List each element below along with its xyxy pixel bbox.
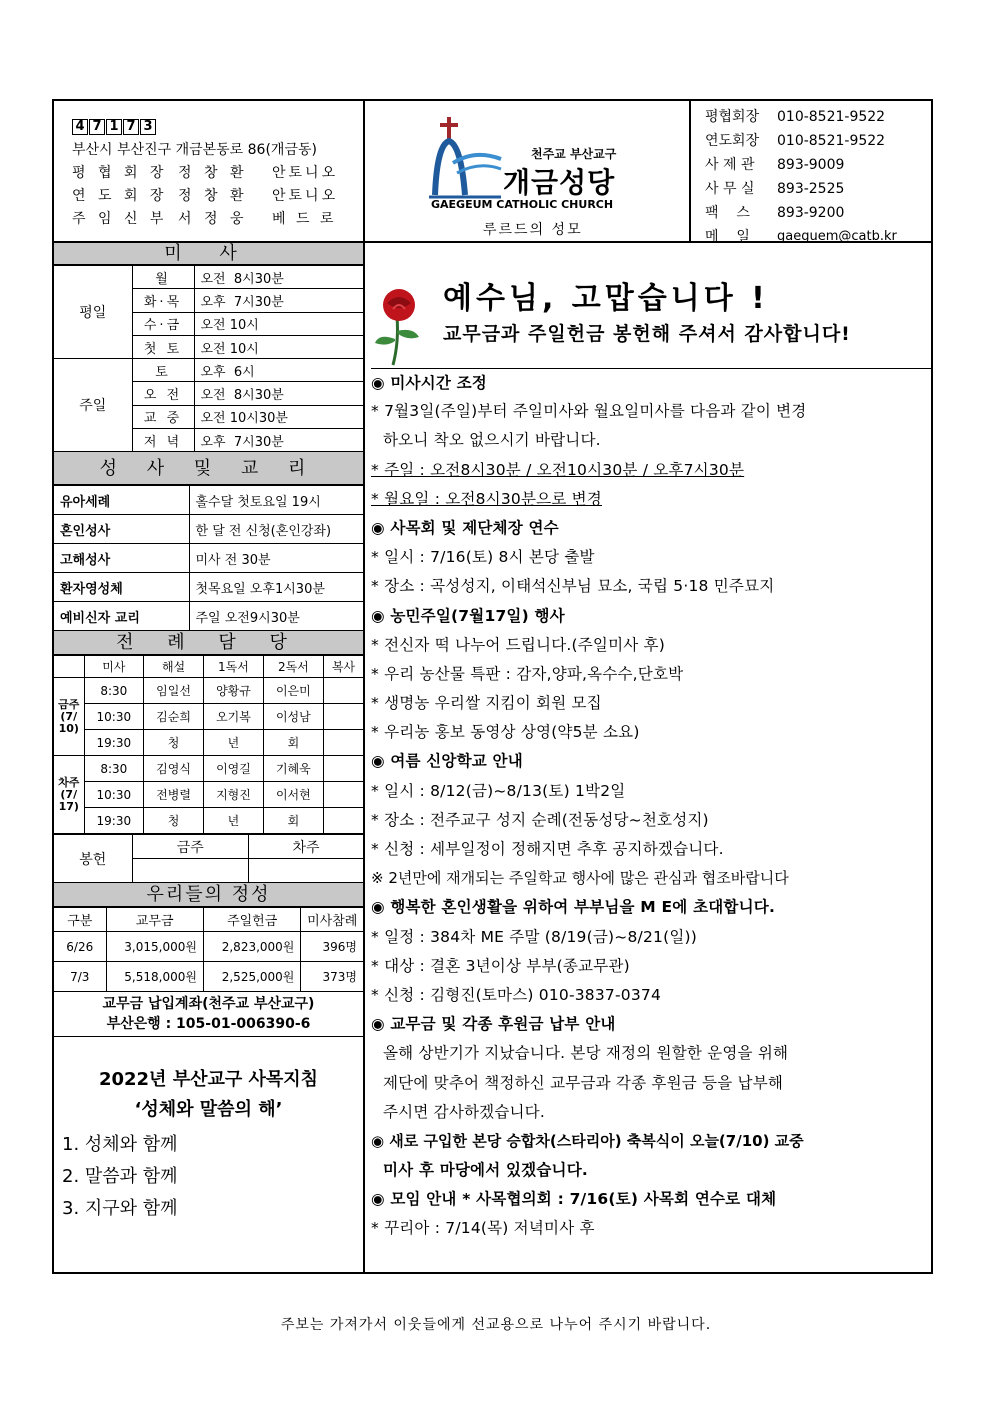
notice-line: 미사 후 마당에서 있겠습니다. xyxy=(383,1161,588,1180)
notice-line: * 장소 : 전주교구 성지 순례(전동성당~천호성지) xyxy=(371,810,709,829)
notice-heading: ◉ 미사시간 조정 xyxy=(371,368,931,397)
church-english-name: GAEGEUM CATHOLIC CHURCH xyxy=(431,198,614,211)
notice-line: * 주일 : 오전8시30분 / 오전10시30분 / 오후7시30분 xyxy=(371,460,745,479)
sunday-label: 주일 xyxy=(54,359,132,452)
notice-line: * 대상 : 결혼 3년이상 부부(종교무관) xyxy=(371,956,630,975)
notice-line: * 장소 : 곡성성지, 이태석신부님 묘소, 국립 5·18 민주묘지 xyxy=(371,577,775,596)
zip-digit: 7 xyxy=(89,119,105,135)
notice-line: * 우리농 홍보 동영상 상영(약5분 소요) xyxy=(371,723,640,742)
street-address: 부산시 부산진구 개금본동로 86(개금동) xyxy=(72,142,317,158)
contact-row: 메 일 gaeguem@catb.kr xyxy=(705,229,897,245)
notice-line: * 일정 : 384차 ME 주말 (8/19(금)~8/21(일)) xyxy=(371,927,697,946)
diocese-label: 천주교 부산교구 xyxy=(531,147,617,161)
rose-icon xyxy=(373,287,425,367)
notice-line: 올해 상반기가 지났습니다. 본당 재정의 원할한 운영을 위해 xyxy=(383,1044,789,1063)
notice-heading: ◉ 행복한 혼인생활을 위하여 부부님을 M E에 초대합니다. xyxy=(371,898,776,917)
notice-heading: ◉ 여름 신앙학교 안내 xyxy=(371,752,523,771)
notice-line: * 7월3일(주일)부터 주일미사와 월요일미사를 다음과 같이 변경 xyxy=(371,402,807,421)
notices xyxy=(371,368,931,1244)
this-week-label: 금주 (7/ 10) xyxy=(54,678,84,756)
notice-heading: ◉ 새로 구입한 본당 승합차(스타리아) 축복식이 오늘(7/10) 교중 xyxy=(371,1131,804,1150)
offering-label: 봉헌 xyxy=(54,835,132,883)
zip-digit: 1 xyxy=(106,119,122,135)
sacraments-title: 성 사 및 교 리 xyxy=(54,452,363,485)
right-column xyxy=(367,243,931,1274)
notice-line: * 월요일 : 오전8시30분으로 변경 xyxy=(371,489,602,508)
officer-row: 주 임 신 부 서 정 웅 베 드 로 xyxy=(72,211,337,227)
church-logo xyxy=(365,101,691,241)
church-name: 개금성당 xyxy=(503,166,616,199)
zip-digit: 7 xyxy=(123,119,139,135)
notice-line: * 우리 농산물 특판 : 감자,양파,옥수수,단호박 xyxy=(371,664,684,683)
next-week-label: 차주 (7/ 17) xyxy=(54,756,84,834)
notice-heading: ◉ 모임 안내 * 사목협의회 : 7/16(토) 사목회 연수로 대체 xyxy=(371,1190,777,1209)
notice-line: 하오니 착오 없으시기 바랍니다. xyxy=(383,431,601,450)
weekday-label: 평일 xyxy=(54,266,132,359)
bulletin-frame xyxy=(52,99,933,1274)
contact-row: 사 무 실 893-2525 xyxy=(705,181,845,197)
church-emblem-icon xyxy=(427,115,503,201)
liturgy-table: 미사 해설 1독서 2독서 복사 금주 (7/ 10) 8:30 임일선 양황규 이은미 10:30 김순희 오기복 이성남 19:30 청 년 회 차주 (7/ 17) 8:30 김영식 이영길 기혜욱 10:30 전병렬 지형진 이서현 19:30 청 년 회 xyxy=(54,655,363,834)
notice-line: * 일시 : 7/16(토) 8시 본당 출발 xyxy=(371,548,595,567)
officer-row: 연 도 회 장 정 창 환 안토니오 xyxy=(72,188,339,204)
notice-line: * 신청 : 세부일정이 정해지면 추후 공지하겠습니다. xyxy=(371,840,724,858)
left-column xyxy=(54,243,365,1274)
notice-line: ※ 2년만에 재개되는 주일학교 행사에 많은 관심과 협조바랍니다 xyxy=(371,869,789,888)
main-subtitle: 교무금과 주일헌금 봉헌해 주셔서 감사합니다! xyxy=(443,323,851,345)
liturgy-title: 전 례 담 당 xyxy=(54,631,363,655)
notice-heading: ◉ 사목회 및 제단체장 연수 xyxy=(371,518,559,537)
notice-line: * 생명농 우리쌀 지킴이 회원 모집 xyxy=(371,694,602,713)
contact-row: 팩 스 893-9200 xyxy=(705,205,845,221)
finance-table: 구분 교무금 주일헌금 미사참례 6/26 3,015,000원 2,823,000원 396명 7/3 5,518,000원 2,525,000원 373명 xyxy=(54,907,363,992)
notice-heading: ◉ 농민주일(7월17일) 행사 xyxy=(371,606,565,625)
zip-digit: 4 xyxy=(72,119,88,135)
notice-line: 주시면 감사하겠습니다. xyxy=(383,1102,545,1121)
officer-row: 평 협 회 장 정 창 환 안토니오 xyxy=(72,165,339,181)
account-info: 교무금 납입계좌(천주교 부산교구) 부산은행 : 105-01-006390-6 xyxy=(54,992,363,1037)
finance-title: 우리들의 정성 xyxy=(54,883,363,907)
pastoral-guide: 2022년 부산교구 사목지침 ‘성체와 말씀의 해’ 1. 성체와 함께 2. 말씀과 함께 3. 지구와 함께 xyxy=(62,1069,319,1220)
notice-line: * 신청 : 김형진(토마스) 010-3837-0374 xyxy=(371,985,662,1004)
notice-heading: ◉ 교무금 및 각종 후원금 납부 안내 xyxy=(371,1015,616,1034)
address-block xyxy=(54,101,365,241)
offering-table: 봉헌 금주 차주 xyxy=(54,834,363,883)
header xyxy=(54,101,931,243)
notice-line: * 꾸리아 : 7/14(목) 저녁미사 후 xyxy=(371,1219,595,1238)
mass-table: 평일 월 오전 8시30분 화·목 오후 7시30분 수·금 오전 10시 첫 토 오전 10시 주일 토 오후 6시 오 전 오전 8시30분 교 중 오전 10시30분 저 녁 오후 7시30분 xyxy=(54,265,363,452)
mass-title: 미 사 xyxy=(54,243,363,265)
notice-line: 제단에 맞추어 책정하신 교무금과 각종 후원금 등을 납부해 xyxy=(383,1073,784,1092)
main-title: 예수님, 고맙습니다 ! xyxy=(443,281,769,316)
notice-line: * 전신자 떡 나누어 드립니다.(주일미사 후) xyxy=(371,635,665,654)
patron-name: 루르드의 성모 xyxy=(483,222,583,238)
zip-code xyxy=(72,119,363,137)
footer-note: 주보는 가져가서 이웃들에게 선교용으로 나누어 주시기 바랍니다. xyxy=(280,1317,712,1333)
contact-row: 연도회장 010-8521-9522 xyxy=(705,133,886,149)
contact-row: 평협회장 010-8521-9522 xyxy=(705,109,886,125)
zip-digit: 3 xyxy=(140,119,156,135)
contact-row: 사 제 관 893-9009 xyxy=(705,157,845,173)
notice-line: * 일시 : 8/12(금)~8/13(토) 1박2일 xyxy=(371,781,626,800)
contact-block xyxy=(691,101,931,245)
sacraments-table: 유아세례 홀수달 첫토요일 19시 혼인성사 한 달 전 신청(혼인강좌) 고해성사 미사 전 30분 환자영성체 첫목요일 오후1시30분 예비신자 교리 주일 오전9시30분 xyxy=(54,485,363,631)
